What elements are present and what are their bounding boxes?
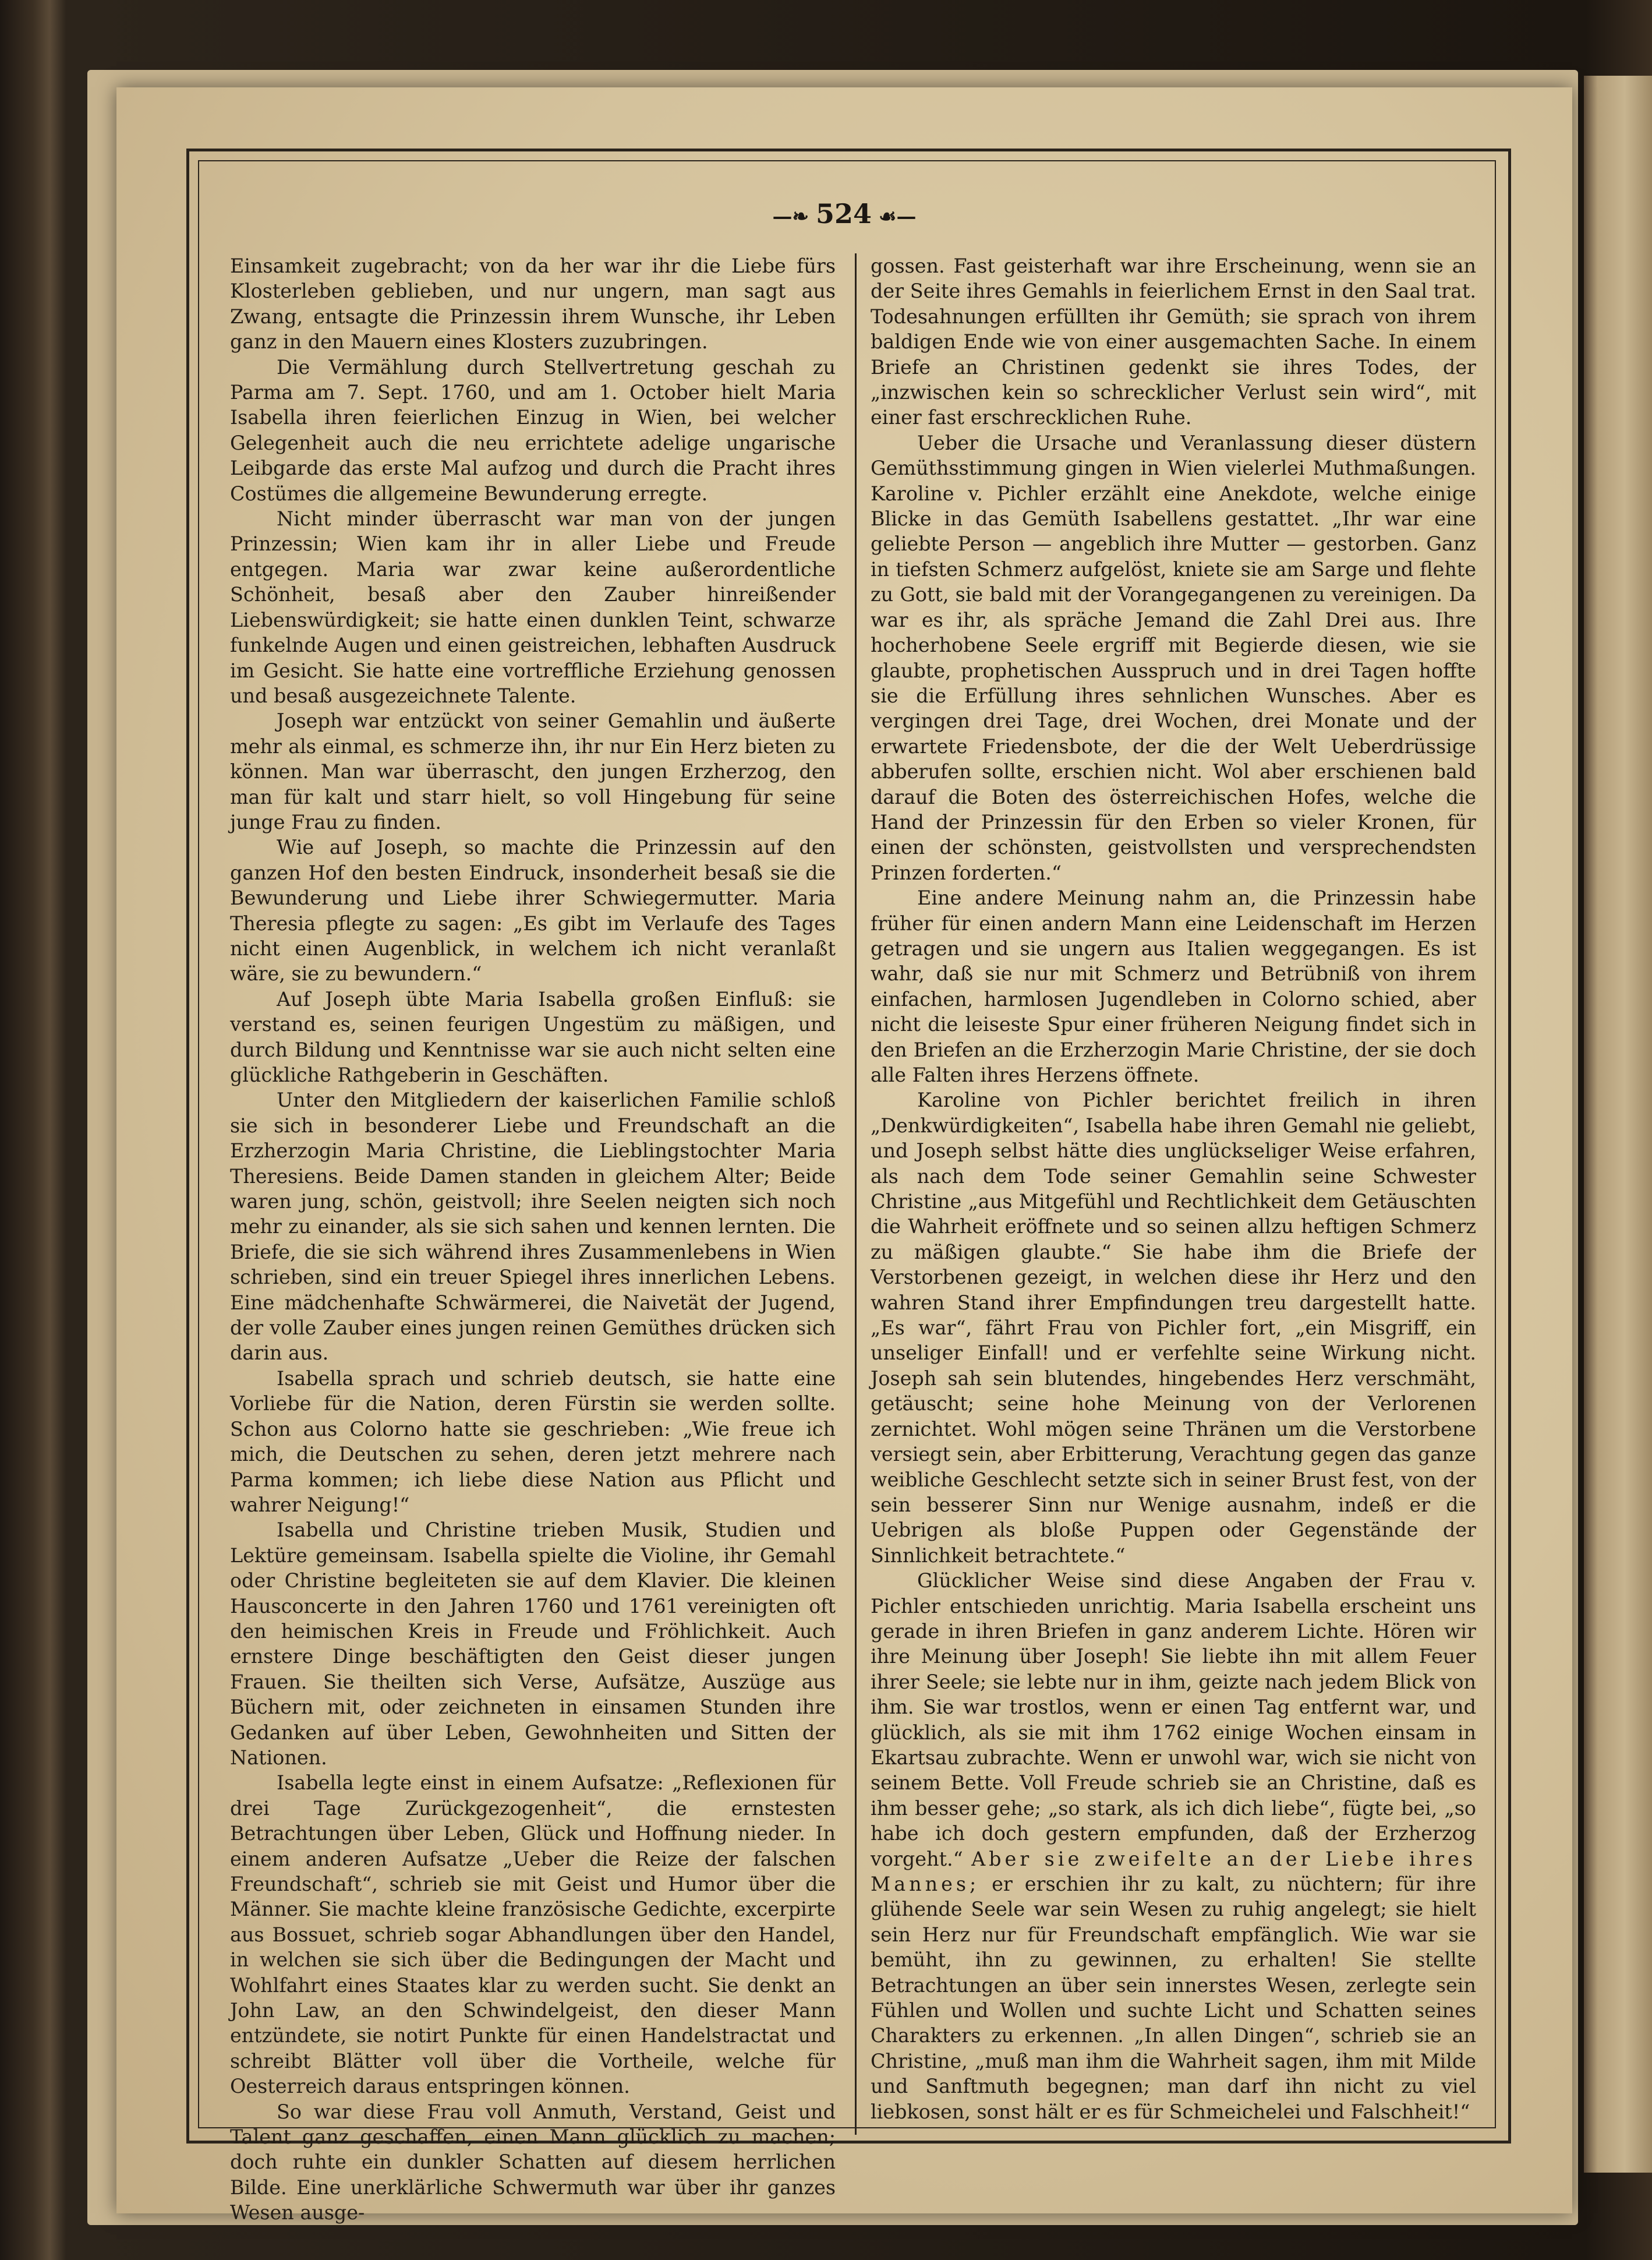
paragraph-text: Karoline von Pichler berichtet freilich in ihren „Denkwürdigkeiten“, Isabella habe ihren Gemahl nie geliebt, und Joseph selbst hätte dies unglückseliger Weise erfahren, als nach dem Tode seiner Gemahlin seine Schwester Christine „aus Mitgefühl und Rechtlichkeit dem Getäuschten die Wahrheit eröffnete und so seinen allzu heftigen Schmerz zu mäßigen glaubte.“ Sie habe ihm die Briefe der Verstorbenen gezeigt, in welchen diese ihr Herz und den wahren Stand ihrer Empfindungen treu dargestellt hatte. „Es war“, fährt Frau von Pichler fort, „ein Misgriff, ein unseliger Einfall! und er verfehlte seine Wirkung nicht. Joseph sah sein blutendes, hingebendes Herz verschmäht, getäuscht; seine hohe Meinung von der Verlorenen zernichtet. Wohl mögen seine Thränen um die Verstorbene versiegt sein, aber Erbitterung, Verachtung gegen das ganze weibliche Geschlecht setzte sich in seiner Brust fest, von der sein besserer Sinn nur Wenige ausnahm, indeß er die Uebrigen als bloße Puppen oder Gegenstände der Sinnlichkeit betrachtete.“	[871, 1089, 1476, 1567]
paragraph-text: Joseph war entzückt von seiner Gemahlin und äußerte mehr als einmal, es schmerze ihn, ihr nur Ein Herz bieten zu können. Man war überrascht, den jungen Erzherzog, den man für kalt und starr hielt, so voll Hingebung für seine junge Frau zu finden.	[230, 709, 836, 834]
paragraph	[871, 885, 1476, 1087]
paragraph	[230, 1770, 836, 2099]
paragraph	[230, 708, 836, 835]
paragraph-text: gossen. Fast geisterhaft war ihre Erscheinung, wenn sie an der Seite ihres Gemahls in feierlichem Ernst in den Saal trat. Todesahnungen erfüllten ihr Gemüth; sie sprach von ihrem baldigen Ende wie von einer ausgemachten Sache. In einem Briefe an Christinen gedenkt sie ihres Todes, der „inzwischen kein so schrecklicher Verlust sein wird“, mit einer fast erschrecklichen Ruhe.	[871, 255, 1476, 429]
paragraph	[871, 1568, 1476, 2124]
paragraph-text: Nicht minder überrascht war man von der jungen Prinzessin; Wien kam ihr in aller Liebe und Freude entgegen. Maria war zwar keine außerordentliche Schönheit, besaß aber den Zauber hinreißender Liebenswürdigkeit; sie hatte einen dunklen Teint, schwarze funkelnde Augen und einen geistreichen, lebhaften Ausdruck im Gesicht. Sie hatte eine vortreffliche Erziehung genossen und besaß ausgezeichnete Talente.	[230, 507, 836, 707]
paragraph-text: Wie auf Joseph, so machte die Prinzessin auf den ganzen Hof den besten Eindruck, insonderheit besaß sie die Bewunderung und Liebe ihrer Schwiegermutter. Maria Theresia pflegte zu sagen: „Es gibt im Verlaufe des Tages nicht einen Augenblick, in welchem ich nicht veranlaßt wäre, sie zu bewundern.“	[230, 836, 836, 986]
paragraph-text: Isabella sprach und schrieb deutsch, sie hatte eine Vorliebe für die Nation, deren Fürstin sie werden sollte. Schon aus Colorno hatte sie geschrieben: „Wie freue ich mich, die Deutschen zu sehen, deren jetzt mehrere nach Parma kommen; ich liebe diese Nation aus Pflicht und wahrer Neigung!“	[230, 1366, 836, 1516]
left-column	[230, 253, 836, 2226]
ornament-right-icon: ☙—	[879, 205, 917, 228]
next-page-edge	[1584, 76, 1652, 2173]
paragraph-text: Einsamkeit zugebracht; von da her war ihr die Liebe fürs Klosterleben geblieben, und nur ungern, man sagt aus Zwang, entsagte die Prinzessin ihrem Wunsche, ihr Leben ganz in den Mauern eines Klosters zuzubringen.	[230, 255, 836, 354]
paragraph	[871, 430, 1476, 885]
paragraph-text: Die Vermählung durch Stellvertretung geschah zu Parma am 7. Sept. 1760, und am 1. October hielt Maria Isabella ihren feierlichen Einzug in Wien, bei welcher Gelegenheit auch die neu errichtete adelige ungarische Leibgarde das erste Mal aufzog und durch die Pracht ihres Costümes die allgemeine Bewunderung erregte.	[230, 355, 836, 505]
page-number	[116, 198, 1572, 229]
paragraph-text: Eine andere Meinung nahm an, die Prinzessin habe früher für einen andern Mann eine Leidenschaft im Herzen getragen und sie ungern aus Italien weggegangen. Es ist wahr, daß sie nur mit Schmerz und Betrübniß von ihrem einfachen, harmlosen Jugendleben in Colorno schied, aber nicht die leiseste Spur einer früheren Neigung findet sich in den Briefen an die Erzherzogin Marie Christine, der sie doch alle Falten ihres Herzens öffnete.	[871, 887, 1476, 1086]
paragraph-text: Ueber die Ursache und Veranlassung dieser düstern Gemüthsstimmung gingen in Wien vielerlei Muthmaßungen. Karoline v. Pichler erzählt eine Anekdote, welche einige Blicke in das Gemüth Isabellens gestattet. „Ihr war eine geliebte Person — angeblich ihre Mutter — gestorben. Ganz in tiefsten Schmerz aufgelöst, kniete sie am Sarge und flehte zu Gott, sie bald mit der Vorangegangenen zu vereinigen. Da war es ihr, als spräche Jemand die Zahl Drei aus. Ihre hocherhobene Seele ergriff mit Begierde diesen, wie sie glaubte, prophetischen Ausspruch und in drei Tagen hoffte sie die Erfüllung ihres sehnlichen Wunsches. Aber es vergingen drei Tage, drei Wochen, drei Monate und der erwartete Friedensbote, der die der Welt Ueberdrüssige abberufen sollte, erschien nicht. Wol aber erschienen bald darauf die Boten des österreichischen Hofes, welche die Hand der Prinzessin für den Erben so vieler Kronen, für einen der schönsten, geistvollsten und versprechendsten Prinzen forderten.“	[871, 431, 1476, 884]
paragraph	[871, 253, 1476, 430]
paragraph	[230, 835, 836, 986]
paragraph-text: er erschien ihr zu kalt, zu nüchtern; für ihre glühende Seele war sein Wesen zu ruhig angelegt; sie hielt sein Herz nur für Freundschaft empfänglich. Wie war sie bemüht, ihn zu gewinnen, zu erhalten! Sie stellte Betrachtungen an über sein innerstes Wesen, zerlegte sein Fühlen und Wollen und suchte Licht und Schatten seines Charakters zu erkennen. „In allen Dingen“, schrieb sie an Christine, „muß man ihm die Wahrheit sagen, ihm mit Milde und Sanftmuth begegnen; man darf ihn nicht zu viel liebkosen, sonst hält er es für Schmeichelei und Falschheit!“	[871, 1873, 1476, 2123]
paragraph	[230, 1366, 836, 1517]
book-page	[116, 87, 1572, 2224]
paragraph-text: Isabella und Christine trieben Musik, Studien und Lektüre gemeinsam. Isabella spielte die Violine, ihr Gemahl oder Christine begleiteten sie auf dem Klavier. Die kleinen Hausconcerte in den Jahren 1760 und 1761 vereinigten oft den heimischen Kreis in Freude und Fröhlichkeit. Auch ernstere Dinge beschäftigten den Geist dieser jungen Frauen. Sie theilten sich Verse, Aufsätze, Auszüge aus Büchern mit, oder zeichneten in einsamen Stunden ihre Gedanken auf über Leben, Gewohnheiten und Sitten der Nationen.	[230, 1519, 836, 1769]
column-divider	[855, 253, 857, 2135]
paragraph	[230, 1087, 836, 1365]
paragraph-text: Unter den Mitgliedern der kaiserlichen Familie schloß sie sich in besonderer Liebe und Freundschaft an die Erzherzogin Maria Christine, die Lieblingstochter Maria Theresiens. Beide Damen standen in gleichem Alter; Beide waren jung, schön, geistvoll; ihre Seelen neigten sich noch mehr zu einander, als sie sich sahen und kennen lernten. Die Briefe, die sie sich während ihres Zusammenlebens in Wien schrieben, sind ein treuer Spiegel ihres innerlichen Lebens. Eine mädchenhafte Schwärmerei, die Naivetät der Jugend, der volle Zauber eines jungen reinen Gemüthes drücken sich darin aus.	[230, 1089, 836, 1365]
paragraph	[230, 253, 836, 355]
paragraph-text: Auf Joseph übte Maria Isabella großen Einfluß: sie verstand es, seinen feurigen Ungestüm zu mäßigen, und durch Bildung und Kenntnisse war sie auch nicht selten eine glückliche Rathgeberin in Geschäften.	[230, 987, 836, 1086]
paragraph	[230, 355, 836, 506]
paragraph-text: Glücklicher Weise sind diese Angaben der Frau v. Pichler entschieden unrichtig. Maria Isabella erscheint uns gerade in ihren Briefen in ganz anderem Lichte. Hören wir ihre Meinung über Joseph! Sie liebte ihn mit allem Feuer ihrer Seele; sie lebte nur in ihm, geizte nach jedem Blick von ihm. Sie war trostlos, wenn er einen Tag entfernt war, und glücklich, als sie mit ihm 1762 einige Wochen einsam in Ekartsau zubrachte. Wenn er unwohl war, wich sie nicht von seinem Bette. Voll Freude schrieb sie an Christine, daß es ihm besser gehe; „so stark, als ich dich liebe“, fügte bei, „so habe ich doch gestern empfunden, daß der Erzherzog vorgeht.“	[871, 1569, 1476, 1870]
paragraph	[230, 2099, 836, 2226]
paragraph	[871, 1087, 1476, 1568]
emphasized-text: Aber sie zweifelte an der Liebe ihres Mannes;	[871, 1847, 1476, 1895]
page-number-text: 524	[815, 198, 872, 229]
paragraph-text: So war diese Frau voll Anmuth, Verstand, Geist und Talent ganz geschaffen, einen Mann glücklich zu machen; doch ruhte ein dunkler Schatten auf diesem herrlichen Bilde. Eine unerklärliche Schwermuth war über ihr ganzes Wesen ausge-	[230, 2100, 836, 2224]
paragraph-text: Isabella legte einst in einem Aufsatze: „Reflexionen für drei Tage Zurückgezogenheit“, die ernstesten Betrachtungen über Leben, Glück und Hoffnung nieder. In einem anderen Aufsatze „Ueber die Reize der falschen Freundschaft“, schrieb sie mit Geist und Humor über die Männer. Sie machte kleine französische Gedichte, excerpirte aus Bossuet, schrieb sogar Abhandlungen über den Handel, in welchen sie sich über die Bedingungen der Macht und Wohlfahrt eines Staates klar zu werden sucht. Sie denkt an John Law, an den Schwindelgeist, den dieser Mann entzündete, sie notirt Punkte für einen Handelstractat und schreibt Blätter voll über die Vortheile, welche für Oesterreich daraus entspringen können.	[230, 1771, 836, 2098]
ornament-left-icon: —❧	[772, 205, 809, 228]
paragraph	[230, 987, 836, 1088]
right-column	[871, 253, 1476, 2124]
paragraph	[230, 1517, 836, 1770]
paragraph	[230, 506, 836, 708]
